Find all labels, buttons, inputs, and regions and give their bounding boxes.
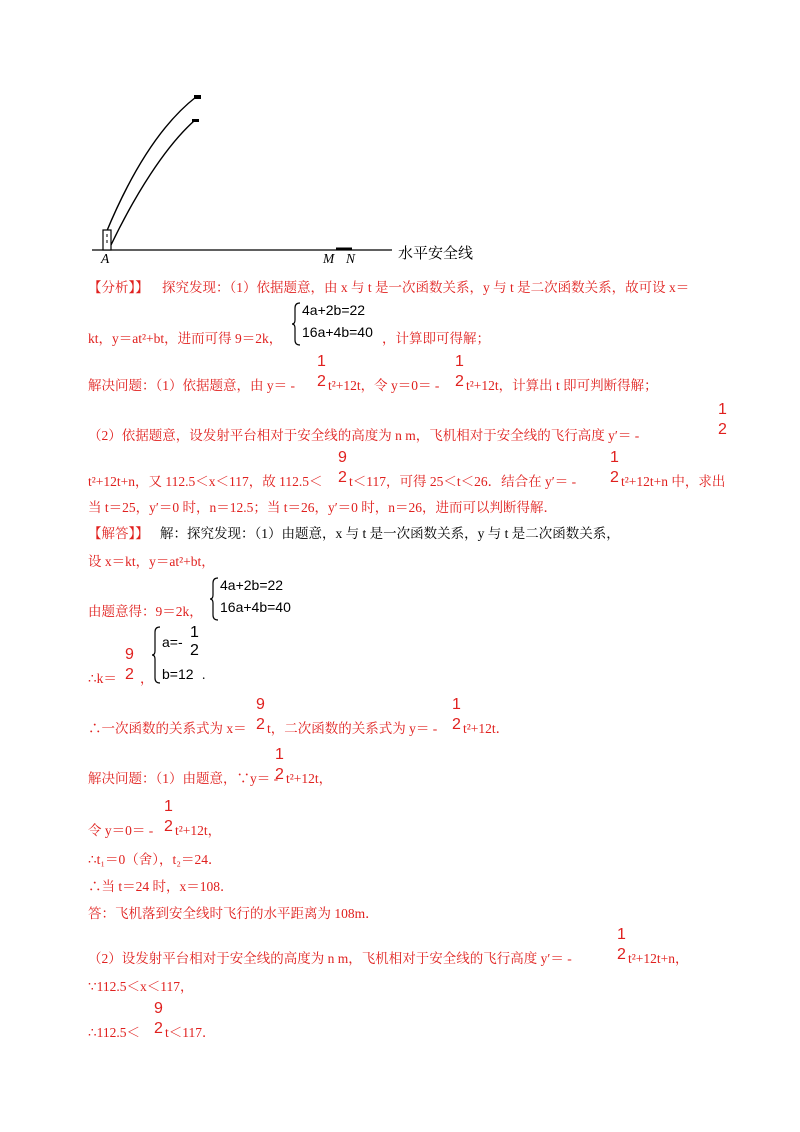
safety-line-label: 水平安全线	[398, 244, 474, 262]
answer-line-11b: t²+12t+n，	[628, 951, 689, 966]
answer-line-9: ∴当 t＝24 时，x＝108．	[88, 879, 234, 894]
lower-trajectory-curve	[111, 121, 194, 245]
answer-line-13a: ∴112.5＜	[88, 1025, 140, 1040]
fraction-half: 1 2	[617, 926, 626, 963]
analysis-line-5a: t²+12t+n，又 112.5＜x＜117，故 112.5＜	[88, 474, 323, 489]
answer-line-2: 设 x＝kt，y＝at²+bt，	[88, 554, 215, 569]
fraction-nine-halves: 9 2	[338, 449, 347, 486]
fraction-nine-halves: 9 2	[125, 646, 134, 683]
analysis-line-3a: 解决问题：（1）依据题意，由 y＝ -	[88, 378, 295, 393]
answer-line-3: 由题意得：9＝2k，	[88, 604, 203, 619]
analysis-system-row-2: 16a+4b=40	[302, 324, 373, 340]
answer-line-13b: t＜117．	[165, 1025, 216, 1040]
answer-equation-system	[210, 577, 330, 621]
point-a-label: A	[101, 251, 110, 266]
analysis-line-1: 探究发现：（1）依据题意，由 x 与 t 是一次函数关系，y 与 t 是二次函数关系，故可设 x＝	[162, 280, 690, 295]
fraction-half: 1 2	[190, 624, 199, 659]
answer-line-1: 解：探究发现：（1）由题意，x 与 t 是一次函数关系，y 与 t 是二次函数关系，	[160, 526, 620, 541]
analysis-line-5c: t²+12t+n 中，求出	[621, 474, 726, 489]
fraction-nine-halves: 9 2	[256, 696, 265, 733]
analysis-line-6: 当 t＝25，y′＝0 时，n＝12.5；当 t＝26，y′＝0 时，n＝26，进而可以判断得解．	[88, 500, 558, 515]
answer-tag: 【解答】】	[88, 526, 149, 541]
answer-line-5b: t，二次函数的关系式为 y＝ -	[267, 721, 438, 736]
comma: ，	[140, 671, 154, 686]
fraction-half: 1 2	[452, 696, 461, 733]
plane-icon-upper	[194, 95, 201, 99]
answer-line-12: ∵112.5＜x＜117，	[88, 979, 194, 994]
answer-line-6b: t²+12t，	[286, 771, 333, 786]
answer-line-11a: （2）设发射平台相对于安全线的高度为 n m，飞机相对于安全线的飞行高度 y′＝ -	[88, 951, 572, 966]
answer-line-4: ∴k＝	[88, 671, 117, 686]
upper-trajectory-curve	[106, 97, 196, 233]
answer-solution-system	[152, 626, 222, 684]
answer-line-8: ∴t₁＝0（舍），t₂＝24．	[88, 852, 222, 867]
answer-line-5c: t²+12t．	[463, 721, 510, 736]
answer-system-row-2: 16a+4b=40	[220, 599, 291, 615]
solution-b: b=12	[162, 666, 194, 682]
fraction-nine-halves: 9 2	[154, 1000, 163, 1037]
analysis-tag: 【分析】】	[88, 280, 149, 295]
trajectory-figure	[80, 85, 400, 270]
fraction-half: 1 2	[718, 401, 727, 438]
analysis-line-2a: kt，y＝at²+bt，进而可得 9＝2k，	[88, 331, 283, 346]
fraction-half: 1 2	[455, 353, 464, 390]
point-n-label: N	[346, 251, 356, 266]
answer-line-7b: t²+12t，	[175, 823, 222, 838]
answer-line-10: 答：飞机落到安全线时飞行的水平距离为 108m．	[88, 906, 379, 921]
answer-line-7a: 令 y＝0＝ -	[88, 823, 154, 838]
analysis-line-4: （2）依据题意，设发射平台相对于安全线的高度为 n m，飞机相对于安全线的飞行高度 y′＝ -	[88, 428, 640, 443]
answer-line-5a: ∴一次函数的关系式为 x＝	[88, 721, 247, 736]
period: .	[202, 667, 206, 682]
solution-a: a=-	[162, 634, 183, 650]
answer-system-row-1: 4a+2b=22	[220, 577, 284, 593]
analysis-line-3b: t²+12t，令 y＝0＝ -	[328, 378, 440, 393]
fraction-half: 1 2	[317, 353, 326, 390]
analysis-line-2b: ，计算即可得解；	[382, 331, 490, 346]
fraction-half: 1 2	[275, 746, 284, 783]
analysis-line-3c: t²+12t，计算出 t 即可判断得解；	[466, 378, 658, 393]
plane-icon-lower	[192, 119, 199, 122]
point-m-label: M	[323, 251, 335, 266]
analysis-system-row-1: 4a+2b=22	[302, 302, 366, 318]
fraction-half: 1 2	[610, 449, 619, 486]
answer-line-6a: 解决问题：（1）由题意，∵y＝ -	[88, 771, 279, 786]
analysis-line-5b: t＜117，可得 25＜t＜26．结合在 y′＝ -	[349, 474, 577, 489]
fraction-half: 1 2	[164, 798, 173, 835]
